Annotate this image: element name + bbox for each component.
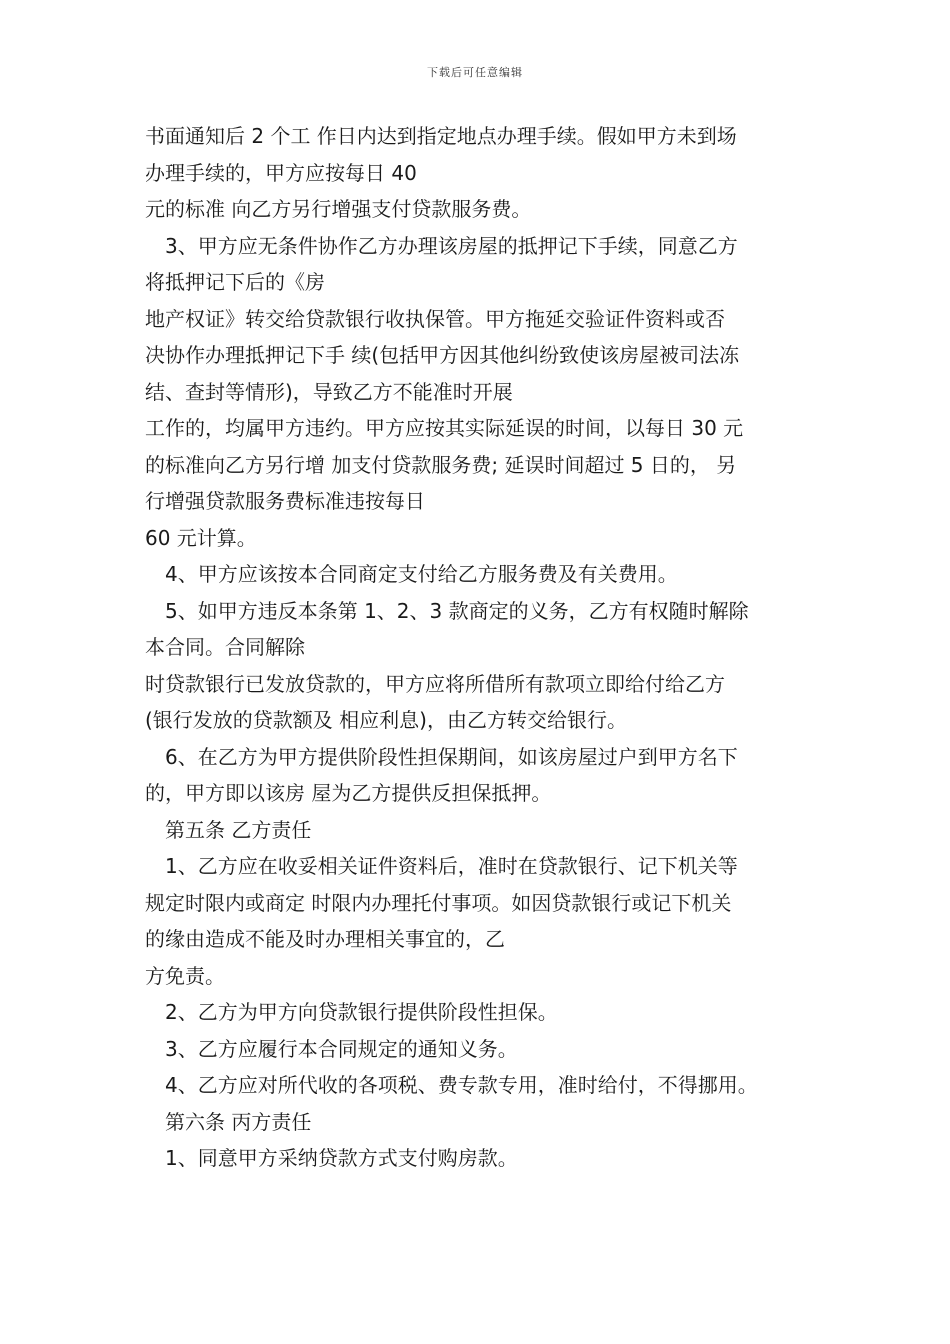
text-line: 3、甲方应无条件协作乙方办理该房屋的抵押记下手续，同意乙方 (165, 233, 738, 258)
text-line: 方免责。 (145, 963, 225, 988)
text-line: 60 元计算。 (145, 525, 257, 550)
text-line: 3、乙方应履行本合同规定的通知义务。 (165, 1036, 518, 1061)
text-line: 4、乙方应对所代收的各项税、费专款专用，准时给付，不得挪用。 (165, 1073, 758, 1097)
text-line: 将抵押记下后的《房 (145, 270, 325, 294)
text-line: 规定时限内或商定 时限内办理托付事项。如因贷款银行或记下机关 (145, 890, 732, 915)
text-line: 第五条 乙方责任 (165, 817, 312, 842)
text-line: 2、乙方为甲方向贷款银行提供阶段性担保。 (165, 1000, 558, 1024)
text-line: 行增强贷款服务费标准违按每日 (145, 489, 425, 513)
text-line: 的，甲方即以该房 屋为乙方提供反担保抵押。 (145, 781, 552, 805)
text-line: 书面通知后 2 个工 作日内达到指定地点办理手续。假如甲方未到场 (145, 124, 737, 148)
text-line: 工作的，均属甲方违约。甲方应按其实际延误的时间，以每日 30 元 (145, 416, 744, 440)
text-line: 地产权证》转交给贷款银行收执保管。甲方拖延交验证件资料或否 (145, 306, 725, 331)
text-line: 5、如甲方违反本条第 1、2、3 款商定的义务，乙方有权随时解除 (165, 598, 749, 623)
text-line: (银行发放的贷款额及 相应利息)，由乙方转交给银行。 (145, 708, 627, 732)
text-line: 时贷款银行已发放贷款的，甲方应将所借所有款项立即给付给乙方 (145, 671, 725, 696)
text-line: 第六条 丙方责任 (165, 1109, 312, 1134)
text-line: 元的标准 向乙方另行增强支付贷款服务费。 (145, 197, 532, 221)
document-body (145, 118, 815, 1177)
text-line: 的缘由造成不能及时办理相关事宜的，乙 (145, 927, 505, 951)
text-line: 决协作办理抵押记下手 续(包括甲方因其他纠纷致使该房屋被司法冻 (145, 343, 740, 367)
text-line: 本合同。合同解除 (145, 635, 305, 659)
text-line: 结、查封等情形)，导致乙方不能准时开展 (145, 379, 513, 404)
page-header: 下载后可任意编辑 (427, 66, 523, 79)
text-line: 1、乙方应在收妥相关证件资料后，准时在贷款银行、记下机关等 (165, 854, 738, 878)
text-line: 4、甲方应该按本合同商定支付给乙方服务费及有关费用。 (165, 562, 678, 586)
text-line: 1、同意甲方采纳贷款方式支付购房款。 (165, 1146, 518, 1170)
text-line: 6、在乙方为甲方提供阶段性担保期间，如该房屋过户到甲方名下 (165, 744, 738, 769)
text-line: 的标准向乙方另行增 加支付贷款服务费; 延误时间超过 5 日的， 另 (145, 452, 737, 477)
text-line: 办理手续的，甲方应按每日 40 (145, 160, 417, 185)
